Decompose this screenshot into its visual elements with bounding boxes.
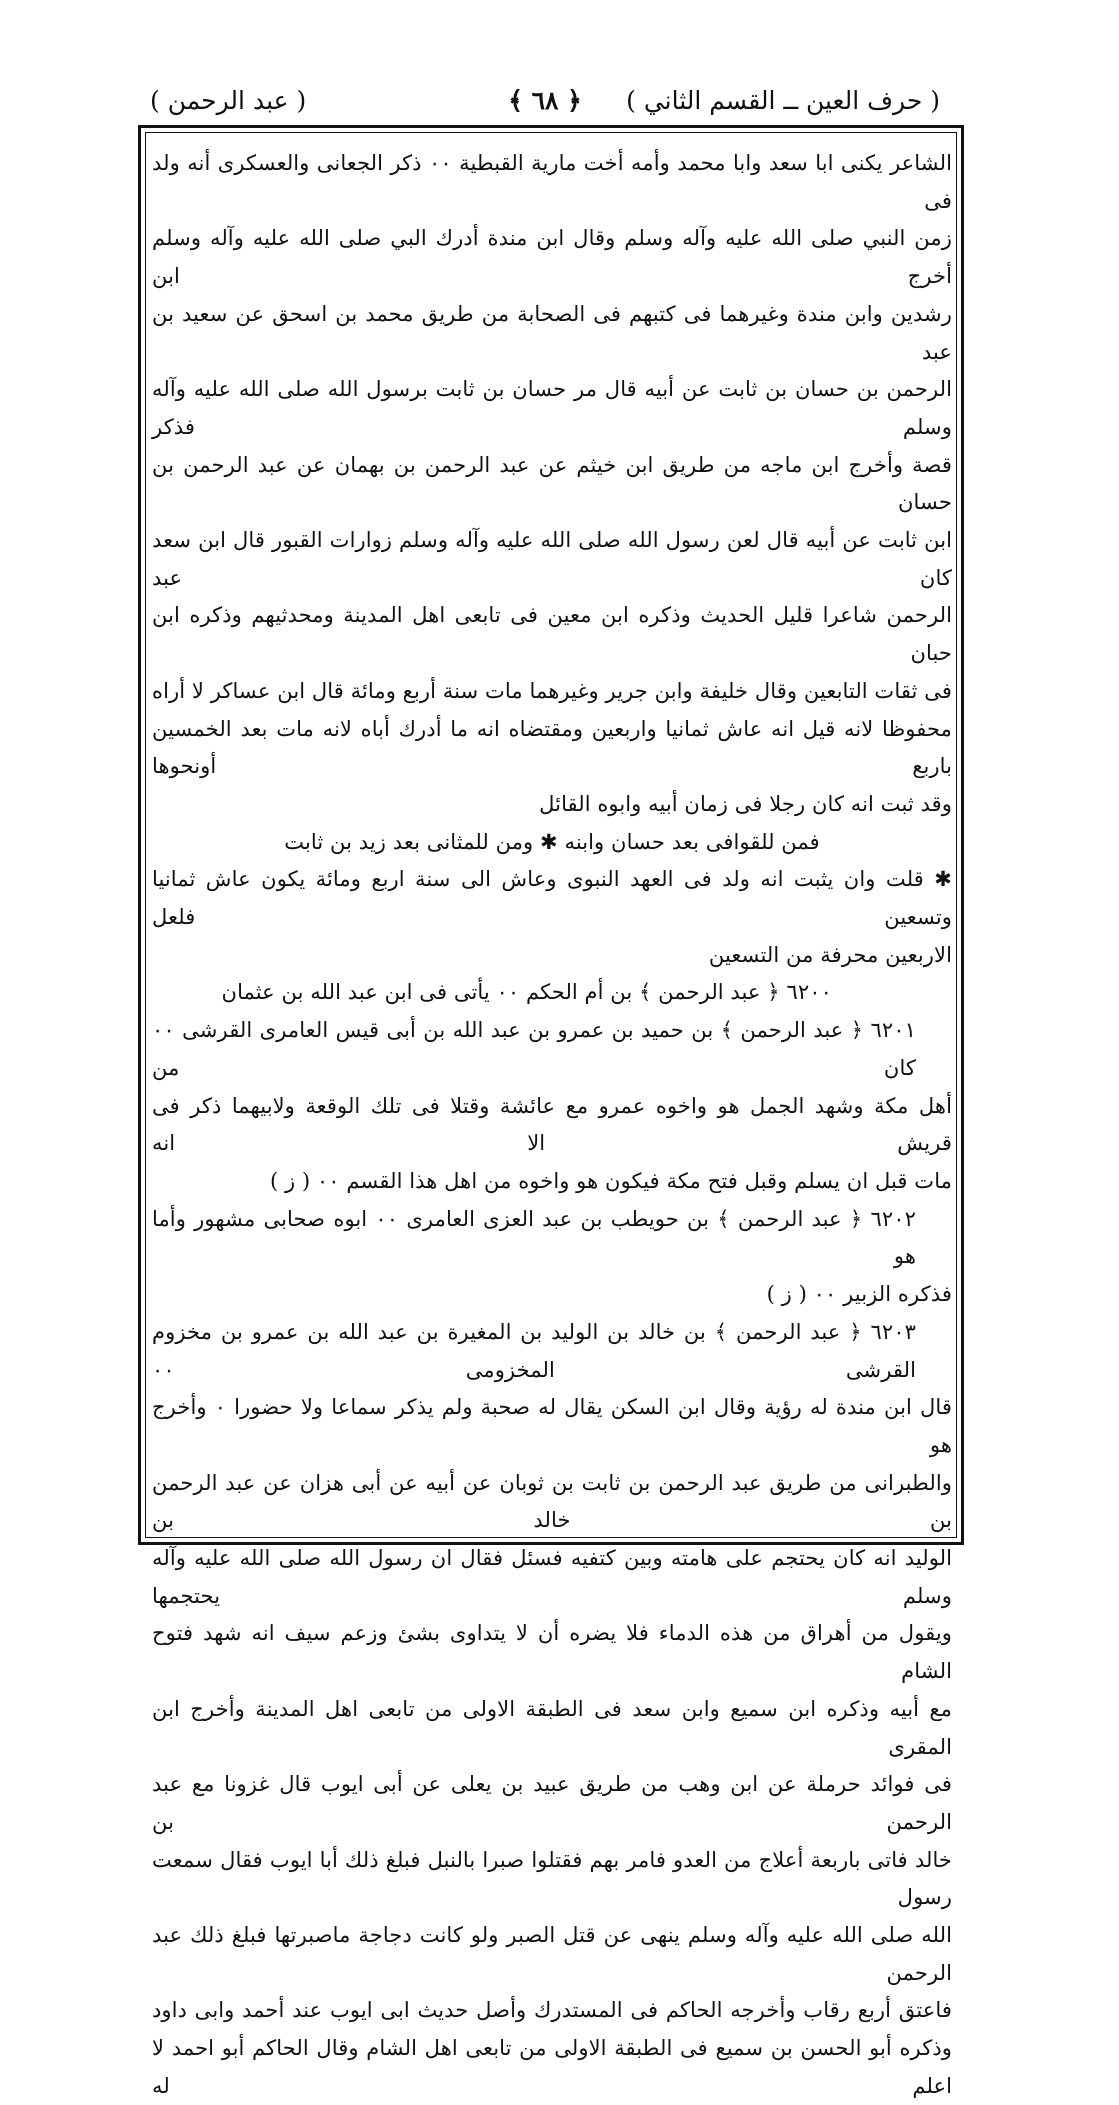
entry-6201: ٦٢٠١ ﴿ عبد الرحمن ﴾ بن حميد بن عمرو بن عبد الله بن أبى قيس العامرى القرشى ٠٠ كان من [152, 1017, 916, 1080]
text-line: ابن ثابت عن أبيه قال لعن رسول الله صلى الله عليه وآله وسلم زوارات القبور قال ابن سعد كان عبد [152, 527, 952, 590]
text-line: والطبرانى من طريق عبد الرحمن بن ثابت بن ثوبان عن أبيه عن أبى هزان عن عبد الرحمن بن خالد بن [152, 1469, 952, 1533]
entry-6200: ٦٢٠٠ ﴿ عبد الرحمن ﴾ بن أم الحكم ٠٠ يأتى فى ابن عبد الله بن عثمان [221, 979, 832, 1005]
text-line: فاعتق أربع رقاب وأخرجه الحاكم فى المستدرك وأصل حديث ابى ايوب عند أحمد وابى داود [152, 1997, 952, 2023]
text-line: ✱ قلت وان يثبت انه ولد فى العهد النبوى وعاش الى سنة اربع ومائة يكون عاش ثمانيا وتسعين فلعل [152, 866, 952, 930]
text-line: أهل مكة وشهد الجمل هو واخوه عمرو مع عائشة وقتلا فى تلك الوقعة ولابيهما ذكر فى قريش الا انه [152, 1092, 952, 1156]
poetry-verse: فمن للقوافى بعد حسان وابنه ✱ ومن للمثانى بعد زيد بن ثابت [284, 828, 820, 854]
header-chapter-title: ( حرف العين ــ القسم الثاني ) [626, 86, 940, 115]
entry-6203: ٦٢٠٣ ﴿ عبد الرحمن ﴾ بن خالد بن الوليد بن المغيرة بن عبد الله بن عمرو بن مخزوم القرشى المخزومى ٠٠ [152, 1318, 916, 1382]
text-line: الرحمن بن حسان بن ثابت عن أبيه قال مر حسان بن ثابت برسول الله صلى الله عليه وآله وسلم فذكر [152, 376, 952, 439]
text-line: مع أبيه وذكره ابن سميع وابن سعد فى الطبقة الاولى من تابعى اهل المدينة وأخرج ابن المقرى [152, 1695, 952, 1759]
text-line: الشاعر يكنى ابا سعد وابا محمد وأمه أخت مارية القبطية ٠٠ ذكر الجعانى والعسكرى أنه ولد فى [152, 150, 952, 213]
text-line: الوليد انه كان يحتجم على هامته وبين كتفيه فسئل فقال ان رسول الله صلى الله عليه وآله وسلم يحتجمها [152, 1545, 952, 1608]
text-line: مات قبل ان يسلم وقبل فتح مكة فيكون هو واخوه من اهل هذا القسم ٠٠ ( ز ) [269, 1167, 952, 1193]
page-body [152, 144, 952, 2098]
text-line: الرحمن شاعرا قليل الحديث وذكره ابن معين فى تابعى اهل المدينة ومحدثيهم وذكره ابن حبان [152, 602, 952, 666]
text-line: وقد ثبت انه كان رجلا فى زمان أبيه وابوه القائل [539, 790, 952, 816]
text-line: قال ابن مندة له رؤية وقال ابن السكن يقال له صحبة ولم يذكر سماعا ولا حضورا ٠ وأخرج هو [152, 1394, 952, 1457]
text-line: زمن النبي صلى الله عليه وآله وسلم وقال ابن مندة أدرك البي صلى الله عليه وآله وسلم أخرج ابن [152, 225, 952, 289]
header-entry-name: ( عبد الرحمن ) [150, 86, 307, 115]
text-line: وذكره أبو الحسن بن سميع فى الطبقة الاولى من تابعى اهل الشام وقال الحاكم أبو احمد لا اعلم له [152, 2035, 952, 2098]
text-line: خالد فاتى باربعة أعلاج من العدو فامر بهم فقتلوا صبرا بالنبل فبلغ ذلك أبا ايوب فقال سمعت رسول [152, 1846, 952, 1910]
page-header [150, 80, 940, 124]
text-line: ويقول من أهراق من هذه الدماء فلا يضره أن لا يتداوى بشئ وزعم سيف انه شهد فتوح الشام [152, 1620, 952, 1684]
entry-6202: ٦٢٠٢ ﴿ عبد الرحمن ﴾ بن حويطب بن عبد العزى العامرى ٠٠ ابوه صحابى مشهور وأما هو [152, 1205, 917, 1269]
text-line: محفوظا لانه قيل انه عاش ثمانيا واربعين ومقتضاه انه ما أدرك أباه لانه مات بعد الخمسين باربع أونحوها [152, 715, 952, 779]
text-line: رشدين وابن مندة وغيرهما فى كتبهم فى الصحابة من طريق محمد بن اسحق عن سعيد بن عبد [152, 300, 952, 364]
page-number: ﴿ ٦٨ ﴾ [508, 86, 582, 115]
text-line: الله صلى الله عليه وآله وسلم ينهى عن قتل الصبر ولو كانت دجاجة ماصبرتها فبلغ ذلك عبد الرحمن [152, 1922, 952, 1985]
text-line: فى ثقات التابعين وقال خليفة وابن جرير وغيرهما مات سنة أربع ومائة قال ابن عساكر لا أراه [152, 677, 952, 703]
text-line: فذكره الزبير ٠٠ ( ز ) [766, 1281, 952, 1307]
text-line: الاربعين محرفة من التسعين [708, 941, 952, 967]
text-line: فى فوائد حرملة عن ابن وهب من طريق عبيد بن يعلى عن أبى ايوب قال غزونا مع عبد الرحمن بن [152, 1771, 952, 1834]
text-line: قصة وأخرج ابن ماجه من طريق ابن خيثم عن عبد الرحمن بن بهمان عن عبد الرحمن بن حسان [152, 451, 952, 515]
